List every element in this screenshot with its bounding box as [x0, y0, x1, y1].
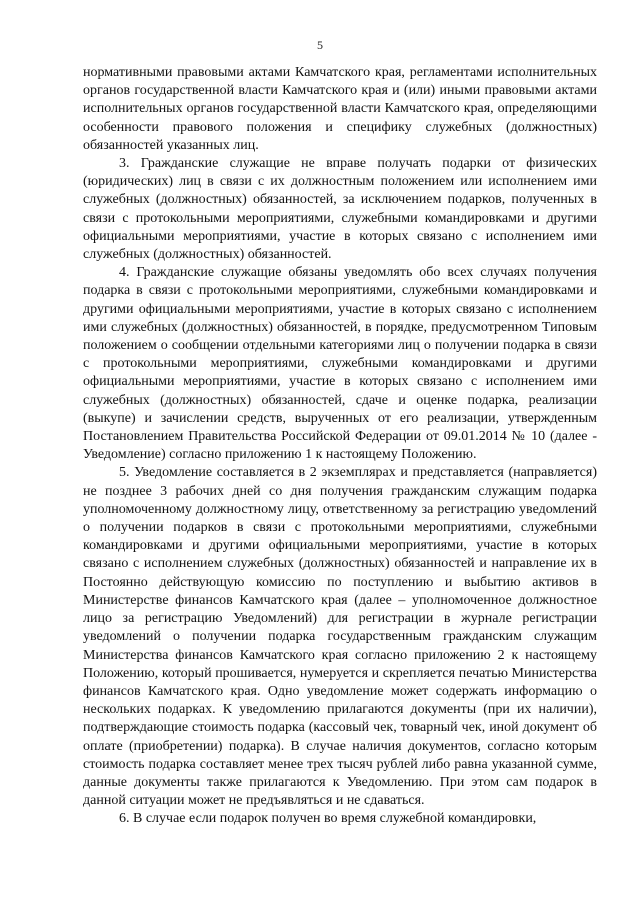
paragraph-3: 3. Гражданские служащие не вправе получать подарки от физических (юридических) лиц в связи с их должностным положением или исполнением ими служебных (должностных) обязанностей, за исключением подарков, полученных в связи с протокольными мероприятиями, служебными командировками и другими официальными мероприятиями, участие в которых связано с исполнением ими служебных (должностных) обязанностей.	[83, 156, 597, 263]
paragraph-continuation: нормативными правовыми актами Камчатского края, регламентами исполнительных органов государственной власти Камчатского края и (или) иными правовыми актами исполнительных органов государственной власти Камчатского края, определяющими особенности правового положения и специфику служебных (должностных) обязанностей указанных лиц.	[83, 65, 597, 153]
paragraph-5: 5. Уведомление составляется в 2 экземплярах и представляется (направляется) не позднее 3 рабочих дней со дня получения гражданским служащим подарка уполномоченному должностному лицу, ответственному за регистрацию уведомлений о получении подарков в связи с протокольными мероприятиями, служебными командировками и другими официальными мероприятиями, участие в которых связано с исполнением служебных (должностных) обязанностей и направление их в Постоянно действующую комиссию по поступлению и выбытию активов в Министерстве финансов Камчатского края (далее – уполномоченное должностное лицо за регистрацию Уведомлений) для регистрации в журнале регистрации уведомлений о получении подарка государственным гражданским служащим Министерства финансов Камчатского края согласно приложению 2 к настоящему Положению, который прошивается, нумеруется и скрепляется печатью Министерства финансов Камчатского края. Одно уведомление может содержать информацию о нескольких подарках. К уведомлению прилагаются документы (при их наличии), подтверждающие стоимость подарка (кассовый чек, товарный чек, иной документ об оплате (приобретении) подарка). В случае наличия документов, согласно которым стоимость подарка составляет менее трех тысяч рублей либо равна указанной сумме, данные документы также прилагаются к Уведомлению. При этом сам подарок в данной ситуации может не предъявляться и не сдаваться.	[83, 465, 597, 809]
paragraph-4: 4. Гражданские служащие обязаны уведомлять обо всех случаях получения подарка в связи с протокольными мероприятиями, служебными командировками и другими официальными мероприятиями, участие в которых связано с исполнением ими служебных (должностных) обязанностей, в порядке, предусмотренном Типовым положением о сообщении отдельными категориями лиц о получении подарка в связи с протокольными мероприятиями, служебными командировками и другими официальными мероприятиями, участие в которых связано с исполнением ими служебных (должностных) обязанностей, сдаче и оценке подарка, реализации (выкупе) и зачислении средств, вырученных от его реализации, утвержденным Постановлением Правительства Российской Федерации от 09.01.2014 № 10 (далее - Уведомление) согласно приложению 1 к настоящему Положению.	[83, 265, 597, 463]
page-number: 5	[317, 38, 323, 52]
document-body	[83, 64, 597, 829]
paragraph-6: 6. В случае если подарок получен во время служебной командировки,	[119, 811, 537, 827]
